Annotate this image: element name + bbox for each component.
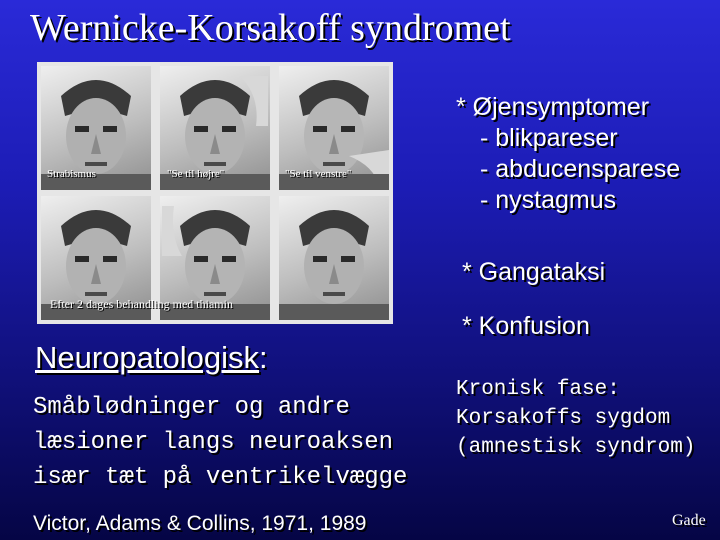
photo-label-look-right: "Se til højre" [167, 168, 225, 180]
neuropathology-line: Småblødninger og andre [33, 394, 350, 421]
chronic-phase-line: Kronisk fase: [456, 378, 620, 401]
photo-label-look-left: "Se til venstre" [285, 168, 352, 180]
gait-symptom: * Gangataksi [462, 258, 606, 286]
chronic-phase-line: (amnestisk syndrom) [456, 436, 696, 459]
slide-title: Wernicke-Korsakoff syndromet [30, 7, 511, 49]
neuropathology-text [33, 390, 407, 495]
photo-caption: Efter 2 dages behandling med thiamin [50, 297, 233, 311]
author-name: Gade [672, 512, 706, 529]
photo-label-strabismus: Strabismus [47, 168, 96, 180]
patient-photo-grid [37, 62, 393, 324]
eye-symptom-item: - abducensparese [480, 155, 681, 183]
eye-symptoms [456, 92, 680, 216]
neuropathology-line: især tæt på ventrikelvægge [33, 464, 408, 491]
neuropathology-line: læsioner langs neuroaksen [33, 429, 394, 456]
neuropathology-heading-colon: : [259, 340, 268, 375]
eye-symptoms-heading: * Øjensymptomer [456, 93, 650, 121]
confusion-symptom: * Konfusion [462, 312, 590, 340]
reference-citation: Victor, Adams & Collins, 1971, 1989 [33, 512, 367, 535]
patient-photo-treated-3 [279, 196, 389, 320]
neuropathology-heading [35, 340, 268, 376]
chronic-phase-text [456, 375, 695, 462]
eye-symptom-item: - blikpareser [480, 124, 618, 152]
eye-symptom-item: - nystagmus [480, 186, 617, 214]
neuropathology-heading-text: Neuropatologisk [35, 340, 260, 375]
chronic-phase-line: Korsakoffs sygdom [456, 407, 671, 430]
